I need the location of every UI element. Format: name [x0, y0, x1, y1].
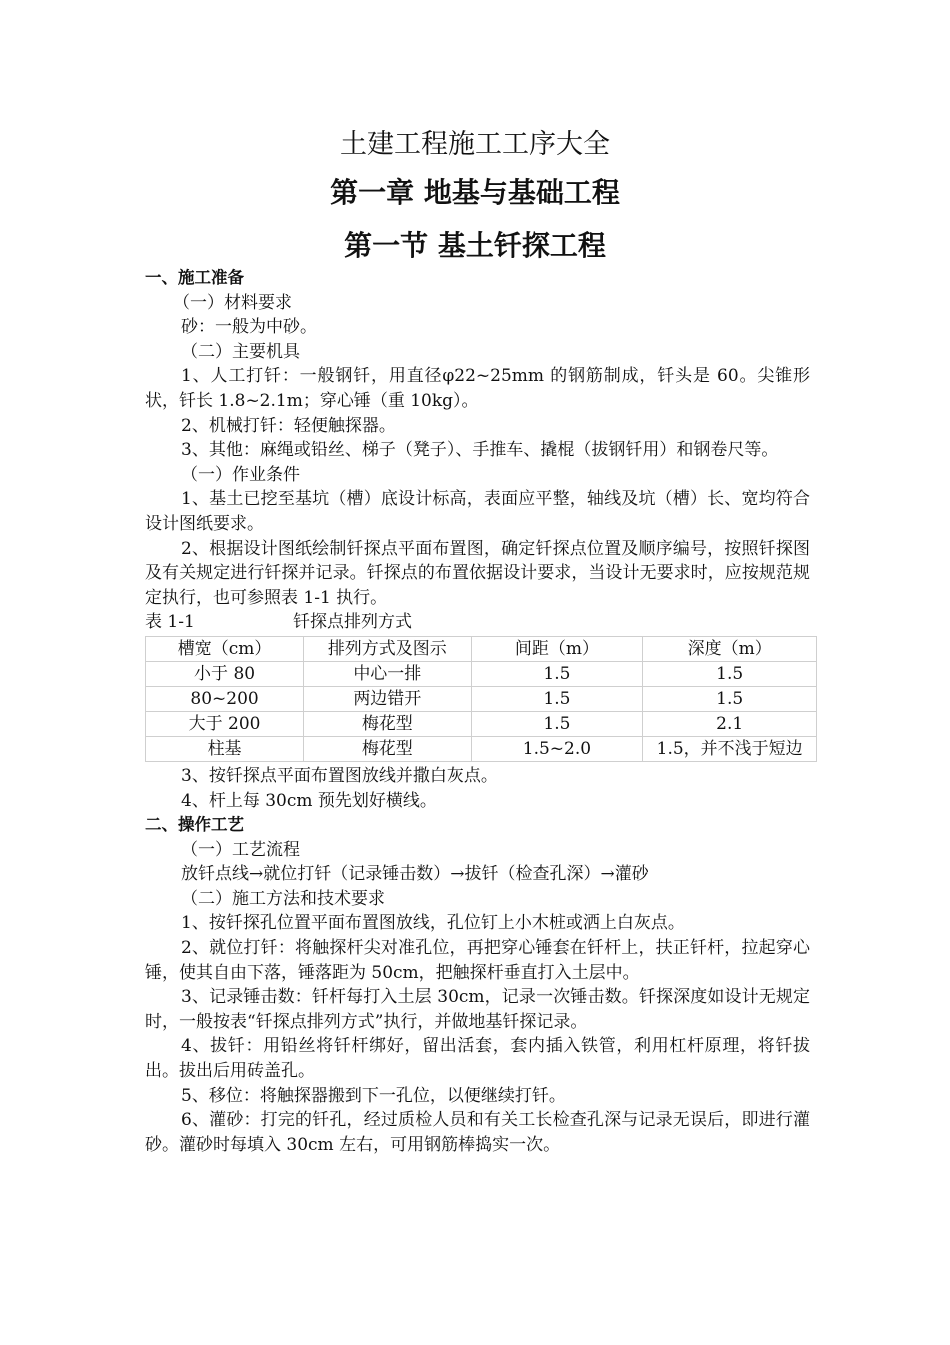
table-number: 表 1-1 — [145, 612, 195, 633]
condition-4: 4、杆上每 30cm 预先划好横线。 — [181, 790, 437, 811]
part2-heading: 二、操作工艺 — [145, 815, 244, 835]
table-cell: 80~200 — [146, 686, 304, 711]
table-cell: 1.5 — [471, 711, 643, 736]
table-cell: 柱基 — [146, 736, 304, 761]
materials-text: 砂：一般为中砂。 — [181, 317, 317, 338]
method-1: 1、按钎探孔位置平面布置图放线，孔位钉上小木桩或洒上白灰点。 — [181, 913, 685, 934]
probe-layout-table — [145, 636, 817, 762]
condition-2: 2、根据设计图纸绘制钎探点平面布置图，确定钎探点位置及顺序编号，按照钎探图及有关规定进行钎探并记录。钎探点的布置依据设计要求，当设计无要求时，应按规范规定执行，也可参照表 1-1 执行。 — [145, 538, 810, 608]
table-cell: 2.1 — [643, 711, 817, 736]
document-body — [145, 266, 810, 1157]
method-2: 2、就位打钎：将触探杆尖对准孔位，再把穿心锤套在钎杆上，扶正钎杆，拉起穿心锤，使其自由下落，锤落距为 50cm，把触探杆垂直打入土层中。 — [145, 938, 810, 983]
table-cell: 中心一排 — [304, 661, 471, 686]
table-cell: 小于 80 — [146, 661, 304, 686]
table-row — [146, 661, 817, 686]
table-title: 钎探点排列方式 — [293, 612, 412, 633]
method-5: 5、移位：将触探器搬到下一孔位，以便继续打钎。 — [181, 1085, 566, 1106]
part1-heading: 一、施工准备 — [145, 268, 244, 287]
tools-item-1: 1、人工打钎：一般钢钎，用直径φ22~25mm 的钢筋制成，钎头是 60。尖锥形状，钎长 1.8~2.1m；穿心锤（重 10kg）。 — [145, 366, 810, 411]
table-header-cell: 间距（m） — [471, 636, 643, 661]
table-header-row — [146, 636, 817, 661]
table-row — [146, 711, 817, 736]
method-3: 3、记录锤击数：钎杆每打入土层 30cm，记录一次锤击数。钎探深度如设计无规定时，一般按表“钎探点排列方式”执行，并做地基钎探记录。 — [145, 987, 810, 1032]
table-row — [146, 736, 817, 761]
condition-3: 3、按钎探点平面布置图放线并撒白灰点。 — [181, 765, 498, 786]
document-title: 土建工程施工工序大全 — [340, 129, 610, 160]
flow-heading: （一）工艺流程 — [181, 839, 300, 860]
condition-1: 1、基土已挖至基坑（槽）底设计标高，表面应平整，轴线及坑（槽）长、宽均符合设计图纸要求。 — [145, 489, 810, 534]
table-cell: 梅花型 — [304, 711, 471, 736]
tools-item-3: 3、其他：麻绳或铅丝、梯子（凳子）、手推车、撬棍（拔钢钎用）和钢卷尺等。 — [181, 440, 779, 461]
table-cell: 大于 200 — [146, 711, 304, 736]
flow-text: 放钎点线→就位打钎（记录锤击数）→拔钎（检查孔深）→灌砂 — [181, 864, 649, 885]
method-6: 6、灌砂：打完的钎孔，经过质检人员和有关工长检查孔深与记录无误后，即进行灌砂。灌砂时每填入 30cm 左右，可用钢筋棒捣实一次。 — [145, 1110, 810, 1155]
table-cell: 1.5 — [643, 686, 817, 711]
method-4: 4、拔钎：用铅丝将钎杆绑好，留出活套，套内插入铁管，利用杠杆原理，将钎拔出。拔出后用砖盖孔。 — [145, 1036, 810, 1082]
table-header-cell: 深度（m） — [643, 636, 817, 661]
table-row — [146, 686, 817, 711]
method-heading: （二）施工方法和技术要求 — [181, 888, 385, 909]
table-header-cell: 排列方式及图示 — [304, 636, 471, 661]
tools-heading: （二）主要机具 — [181, 341, 300, 362]
chapter-heading: 第一章 地基与基础工程 — [330, 176, 620, 209]
table-cell: 1.5 — [643, 661, 817, 686]
table-cell: 两边错开 — [304, 686, 471, 711]
section-heading: 第一节 基土钎探工程 — [344, 229, 606, 262]
table-cell: 1.5 — [471, 661, 643, 686]
table-header-cell: 槽宽（cm） — [146, 636, 304, 661]
table-cell: 1.5~2.0 — [471, 736, 643, 761]
table-cell: 1.5，并不浅于短边 — [643, 736, 817, 761]
table-cell: 1.5 — [471, 686, 643, 711]
materials-heading: （一）材料要求 — [173, 292, 292, 313]
table-caption — [145, 610, 810, 635]
conditions-heading: （一）作业条件 — [181, 464, 300, 485]
tools-item-2: 2、机械打钎：轻便触探器。 — [181, 415, 396, 436]
table-cell: 梅花型 — [304, 736, 471, 761]
